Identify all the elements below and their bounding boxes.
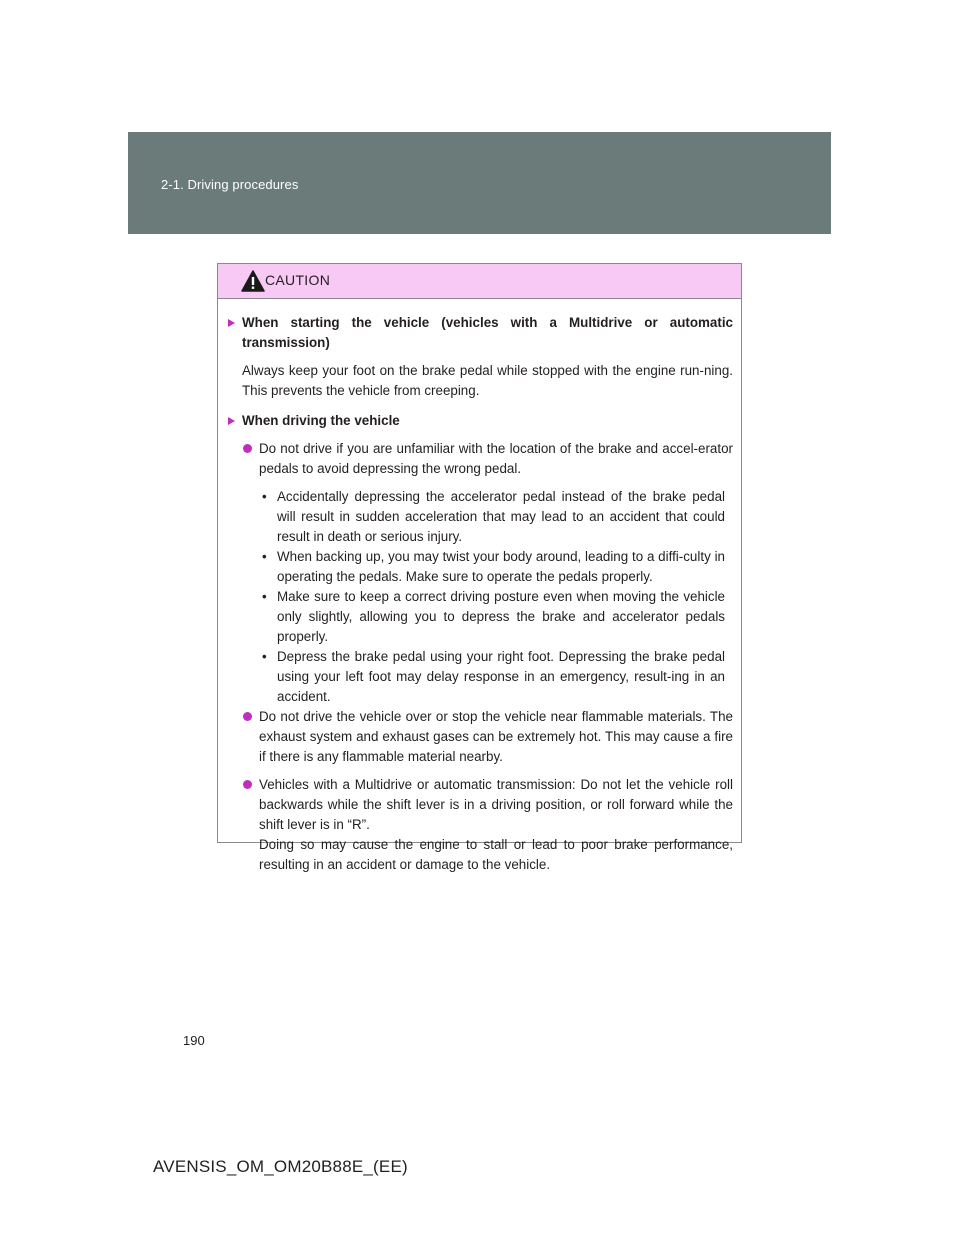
caution-title: CAUTION — [265, 272, 331, 288]
bullet-text: Do not drive if you are unfamiliar with the location of the brake and accel-erator pedals to avoid depressing the wrong pedal. — [259, 441, 733, 476]
circle-bullet-icon — [243, 712, 252, 721]
section-body: Always keep your foot on the brake pedal while stopped with the engine run-ning. This prevents the vehicle from creeping. — [242, 363, 733, 398]
sub-item-text: Accidentally depressing the accelerator pedal instead of the brake pedal will result in sudden acceleration that may lead to an accident that could result in death or serious injury. — [277, 489, 725, 544]
dot-marker-icon: • — [262, 649, 267, 664]
sub-item — [223, 487, 733, 547]
triangle-bullet-icon — [228, 319, 235, 327]
footer-code: AVENSIS_OM_OM20B88E_(EE) — [153, 1157, 408, 1176]
circle-bullet-icon — [243, 780, 252, 789]
sub-item — [223, 647, 733, 707]
section-heading — [223, 313, 733, 353]
caution-content — [218, 299, 741, 875]
circle-bullet-icon — [243, 444, 252, 453]
caution-header — [218, 264, 741, 299]
bullet-text: Do not drive the vehicle over or stop the vehicle near flammable materials. The exhaust system and exhaust gases can be extremely hot. This may cause a fire if there is any flammable material nearby. — [259, 709, 733, 764]
bullet-item — [223, 707, 733, 767]
page-number: 190 — [183, 1033, 205, 1048]
header-band — [128, 132, 831, 234]
sub-item-text: Depress the brake pedal using your right foot. Depressing the brake pedal using your left foot may delay response in an emergency, result-ing in an accident. — [277, 649, 725, 704]
sub-item — [223, 547, 733, 587]
warning-triangle-icon — [241, 270, 265, 292]
section-heading — [223, 411, 733, 431]
bullet-item — [223, 775, 733, 875]
dot-marker-icon: • — [262, 549, 267, 564]
sub-list — [223, 487, 733, 707]
bullet-text: Doing so may cause the engine to stall or lead to poor brake performance, resulting in an accident or damage to the vehicle. — [259, 837, 733, 872]
section-heading-text: When starting the vehicle (vehicles with a Multidrive or automatic transmission) — [242, 315, 733, 350]
sub-item-text: Make sure to keep a correct driving posture even when moving the vehicle only slightly, allowing you to depress the brake and accelerator pedals properly. — [277, 589, 725, 644]
triangle-bullet-icon — [228, 417, 235, 425]
dot-marker-icon: • — [262, 589, 267, 604]
caution-box — [217, 263, 742, 872]
bullet-item — [223, 439, 733, 479]
sub-item-text: When backing up, you may twist your body around, leading to a diffi-culty in operating the pedals. Make sure to operate the pedals properly. — [277, 549, 725, 584]
section-heading-text: When driving the vehicle — [242, 413, 400, 428]
bullet-text: Vehicles with a Multidrive or automatic transmission: Do not let the vehicle roll backwards while the shift lever is in a driving position, or roll forward while the shift lever is in “R”. — [259, 777, 733, 832]
sub-item — [223, 587, 733, 647]
section-title: 2-1. Driving procedures — [161, 177, 299, 192]
dot-marker-icon: • — [262, 489, 267, 504]
